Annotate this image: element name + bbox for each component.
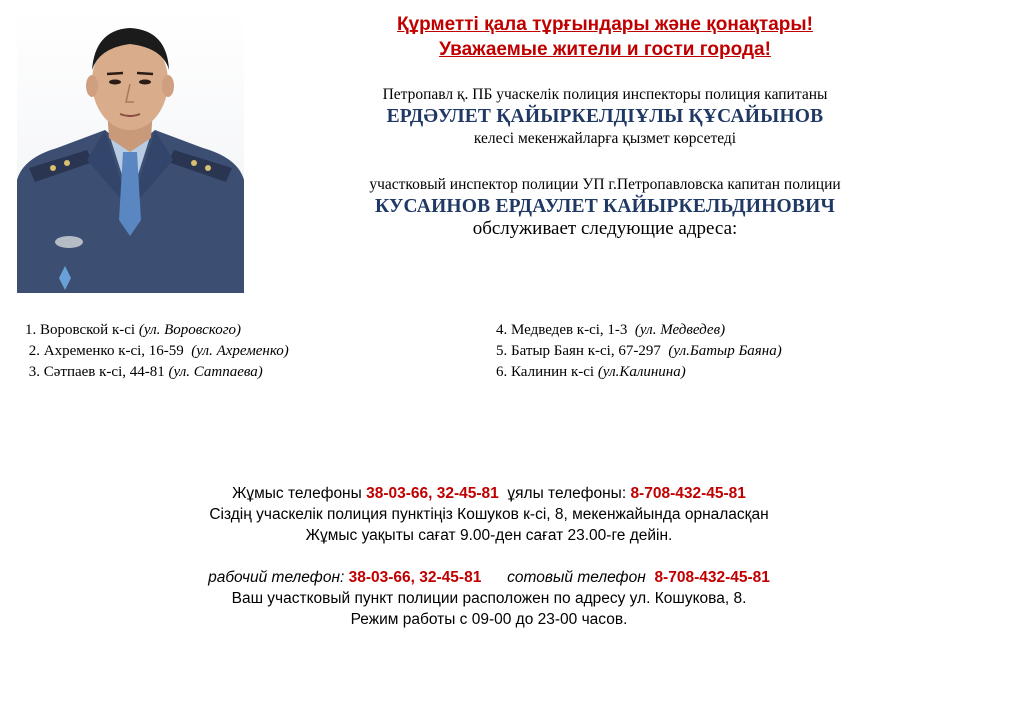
serves-kz: келесі мекенжайларға қызмет көрсетеді xyxy=(473,130,737,147)
serves-ru: обслуживает следующие адреса: xyxy=(472,218,738,239)
officer-name-kz: ЕРДӘУЛЕТ ҚАЙЫРКЕЛДІҰЛЫ ҚҰСАЙЫНОВ xyxy=(386,106,824,127)
greeting-kz: Құрметті қала тұрғындары және қонақтары! xyxy=(397,14,813,35)
location-ru: Ваш участковый пункт полиции расположен по адресу ул. Кошукова, 8. xyxy=(231,590,747,607)
intro-kz: Петропавл қ. ПБ учаскелік полиция инспекторы полиция капитаны xyxy=(382,86,828,103)
address-item: 1. Воровской к-сі (ул. Воровского) xyxy=(25,322,242,338)
address-list-right xyxy=(496,320,782,383)
contact-block xyxy=(0,483,978,630)
hours-ru: Режим работы с 09-00 до 23-00 часов. xyxy=(350,611,628,628)
hours-kz: Жұмыс уақыты сағат 9.00-ден сағат 23.00-ге дейін. xyxy=(305,527,673,544)
officer-name-ru: КУСАИНОВ ЕРДАУЛЕТ КАЙЫРКЕЛЬДИНОВИЧ xyxy=(375,196,835,217)
address-list-left xyxy=(25,320,289,383)
address-item: 3. Сәтпаев к-сі, 44-81 (ул. Сатпаева) xyxy=(25,364,263,380)
address-item: 4. Медведев к-сі, 1-3 (ул. Медведев) xyxy=(496,322,726,338)
intro-ru: участковый инспектор полиции УП г.Петропавловска капитан полиции xyxy=(369,176,841,193)
address-item: 5. Батыр Баян к-сі, 67-297 (ул.Батыр Баяна) xyxy=(496,343,782,359)
header-block xyxy=(300,12,910,240)
officer-photo xyxy=(17,10,244,293)
location-kz: Сіздің учаскелік полиция пунктіңіз Кошуков к-сі, 8, мекенжайында орналасқан xyxy=(209,506,769,523)
address-item: 2. Ахременко к-сі, 16-59 (ул. Ахременко) xyxy=(25,343,289,359)
greeting-ru: Уважаемые жители и гости города! xyxy=(439,39,771,60)
phones-ru: рабочий телефон: 38-03-66, 32-45-81 сотовый телефон 8-708-432-45-81 xyxy=(208,569,770,586)
phones-kz: Жұмыс телефоны 38-03-66, 32-45-81 ұялы телефоны: 8-708-432-45-81 xyxy=(232,485,746,502)
address-item: 6. Калинин к-сі (ул.Калинина) xyxy=(496,364,686,380)
